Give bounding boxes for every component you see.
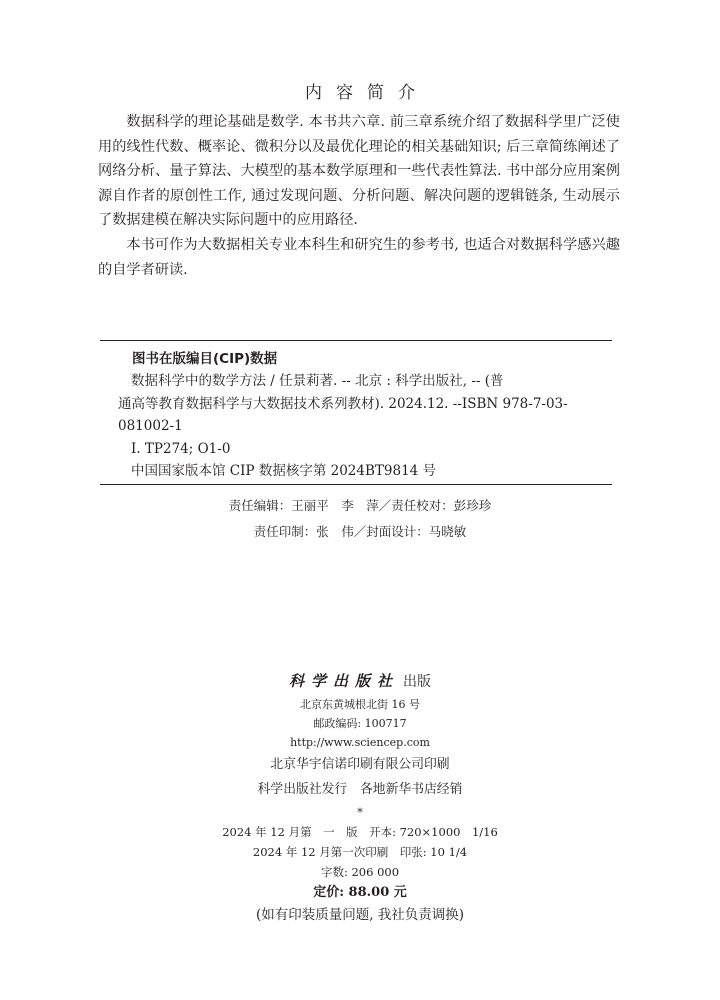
cip-line-2: 通高等教育数据科学与大数据技术系列教材). 2024.12. --ISBN 978-7-03- bbox=[118, 395, 568, 412]
credits-line-1: 责任编辑：王丽平 李 萍／责任校对：彭珍珍 bbox=[228, 498, 492, 513]
cip-line-3: 081002-1 bbox=[118, 418, 183, 434]
cip-line-1: 数据科学中的数学方法 / 任景莉著. -- 北京 : 科学出版社, -- (普 bbox=[131, 373, 504, 389]
cip-line-4: I. TP274; O1-0 bbox=[131, 440, 231, 457]
publisher-logo: 科学出版社 bbox=[288, 672, 399, 690]
intro-title: 内容简介 bbox=[305, 83, 429, 103]
intro-paragraph-1: 数据科学的理论基础是数学. 本书共六章. 前三章系统介绍了数据科学里广泛使用的线性代数、概率论、微积分以及最优化理论的相关基础知识; 后三章简练阐述了网络分析、量子算法、大模型的基本数学原理和一些代表性算法. 书中部分应用案例源自作者的原创性工作, 通过发现问题、分析问题、解决问题的逻辑链条, 生动展示了数据建模在解决实际问题中的应用路径. bbox=[98, 114, 620, 229]
publisher-address: 北京东黄城根北街 16 号 bbox=[300, 698, 420, 711]
postal-code: 邮政编码: 100717 bbox=[313, 717, 407, 730]
credits-line-2: 责任印制：张 伟／封面设计：马晓敏 bbox=[253, 524, 467, 539]
staff-credits bbox=[0, 493, 720, 545]
word-count: 字数: 206 000 bbox=[320, 865, 400, 879]
price: 定价: 88.00 元 bbox=[313, 885, 407, 900]
cip-line-5: 中国国家版本馆 CIP 数据核字第 2024BT9814 号 bbox=[131, 463, 437, 479]
publisher-row bbox=[0, 668, 720, 695]
publisher-suffix: 出版 bbox=[403, 674, 431, 690]
printing-info: 2024 年 12 月第一次印刷 印张: 10 1/4 bbox=[252, 845, 468, 859]
printer-name: 北京华宇信诺印刷有限公司印刷 bbox=[270, 757, 450, 772]
edition-info: 2024 年 12 月第 一 版 开本: 720×1000 1/16 bbox=[222, 825, 498, 839]
cip-bottom-rule bbox=[100, 484, 612, 485]
cip-heading: 图书在版编目(CIP)数据 bbox=[132, 351, 278, 367]
cip-record bbox=[118, 370, 614, 483]
publisher-website: http://www.sciencep.com bbox=[290, 736, 430, 749]
separator-asterisk: * bbox=[357, 805, 363, 819]
cip-top-rule bbox=[100, 340, 612, 341]
intro-body bbox=[98, 110, 620, 282]
quality-note: (如有印装质量问题, 我社负责调换) bbox=[255, 907, 465, 923]
distribution-info: 科学出版社发行 各地新华书店经销 bbox=[257, 782, 463, 797]
intro-paragraph-2: 本书可作为大数据相关专业本科生和研究生的参考书, 也适合对数据科学感兴趣的自学者研读. bbox=[98, 236, 620, 278]
publication-imprint bbox=[0, 668, 720, 926]
